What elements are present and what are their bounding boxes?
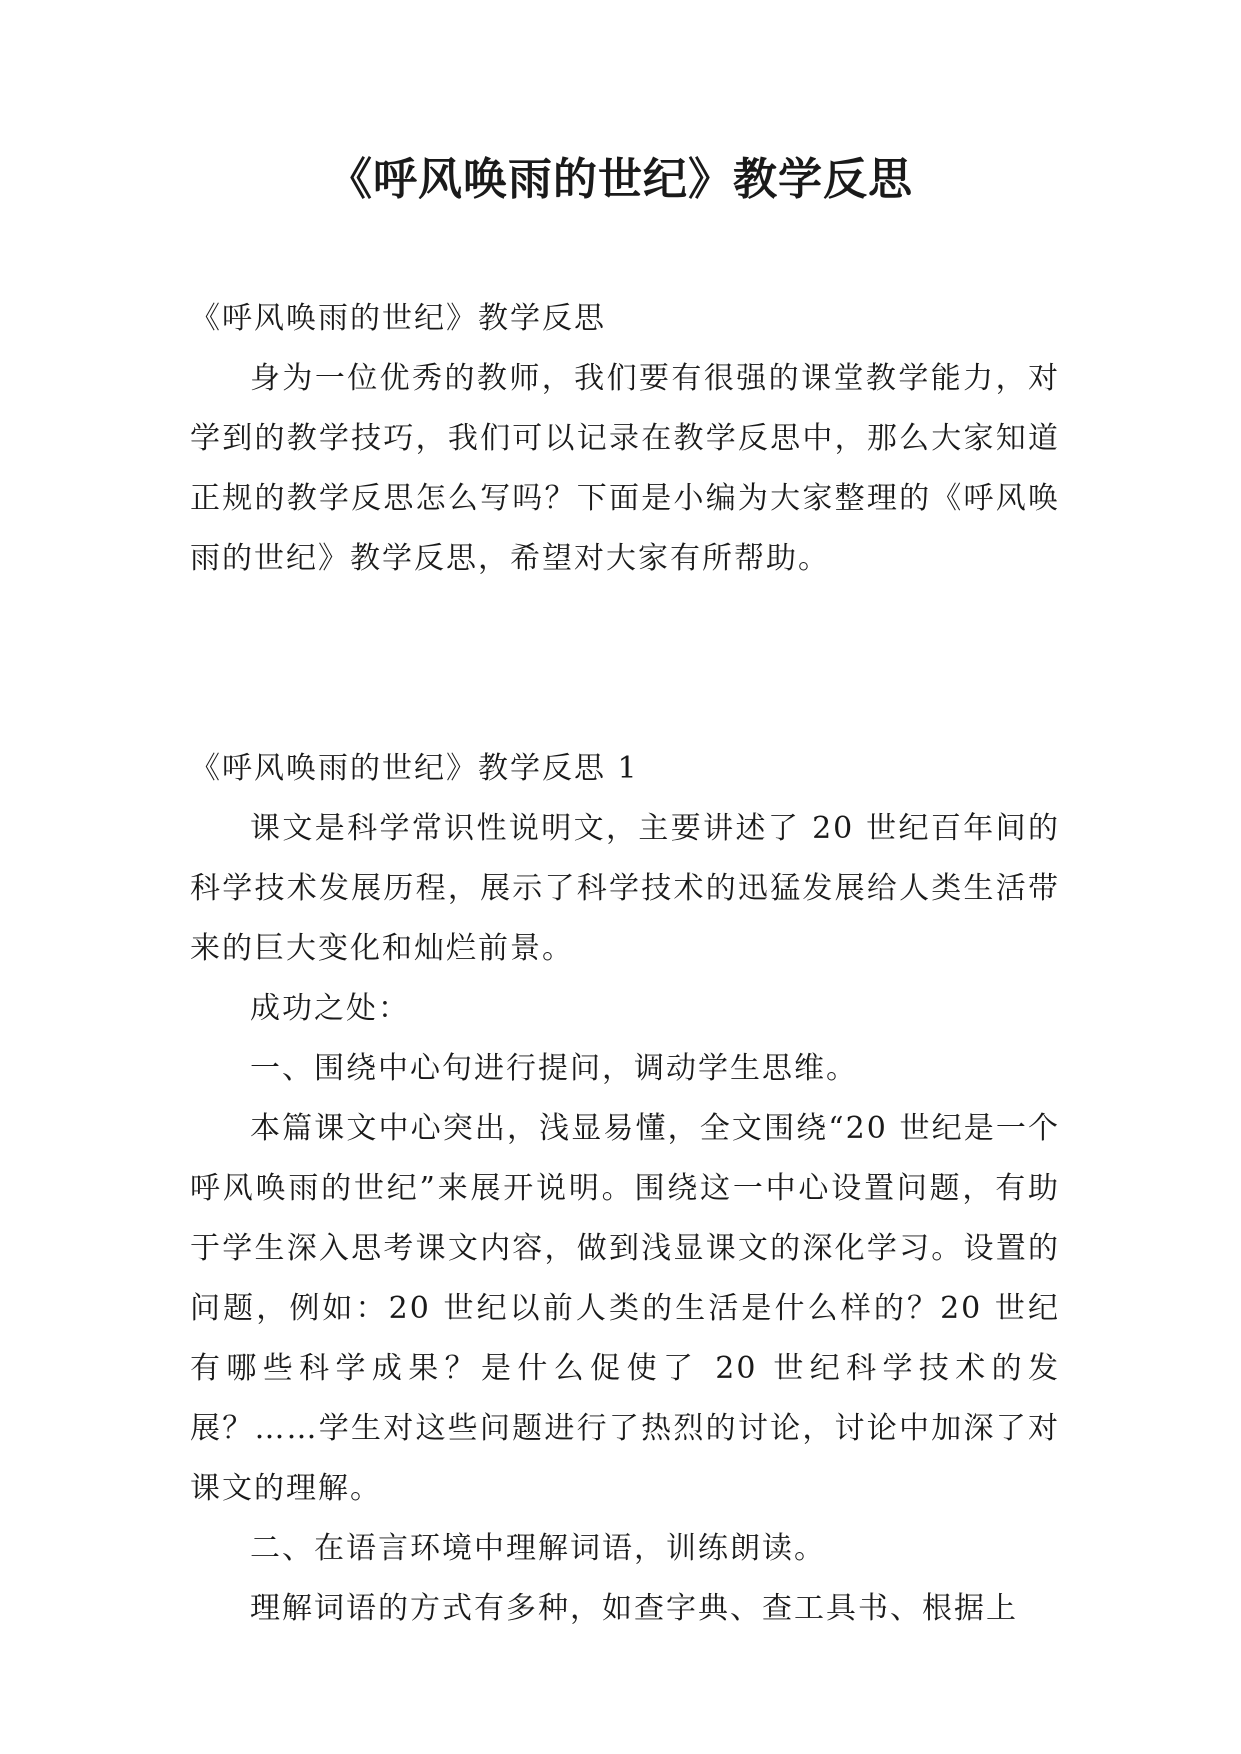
section-heading: 《呼风唤雨的世纪》教学反思 1 [190,751,639,786]
paragraph-point-two: 二、在语言环境中理解词语，训练朗读。 [250,1531,826,1566]
intro-paragraph: 身为一位优秀的教师，我们要有很强的课堂教学能力，对学到的教学技巧，我们可以记录在教学反思中，那么大家知道正规的教学反思怎么写吗？下面是小编为大家整理的《呼风唤雨的世纪》教学反思，希望对大家有所帮助。 [190,361,1060,576]
paragraph-point-one-body: 本篇课文中心突出，浅显易懂，全文围绕“20 世纪是一个呼风唤雨的世纪”来展开说明。围绕这一中心设置问题，有助于学生深入思考课文内容，做到浅显课文的深化学习。设置的问题，例如：20 世纪以前人类的生活是什么样的？20 世纪有哪些科学成果？是什么促使了 20 世纪科学技术的发展？……学生对这些问题进行了热烈的讨论，讨论中加深了对课文的理解。 [190,1111,1060,1506]
document-title: 《呼风唤雨的世纪》教学反思 [328,154,913,205]
paragraph-success-label: 成功之处： [250,991,410,1026]
document-body [190,289,1060,1639]
paragraph-summary: 课文是科学常识性说明文，主要讲述了 20 世纪百年间的科学技术发展历程，展示了科学技术的迅猛发展给人类生活带来的巨大变化和灿烂前景。 [190,811,1060,966]
paragraph-point-one: 一、围绕中心句进行提问，调动学生思维。 [250,1051,858,1086]
intro-heading: 《呼风唤雨的世纪》教学反思 [190,301,606,336]
paragraph-point-two-body: 理解词语的方式有多种，如查字典、查工具书、根据上 [250,1591,1018,1626]
section-gap [190,589,1060,739]
